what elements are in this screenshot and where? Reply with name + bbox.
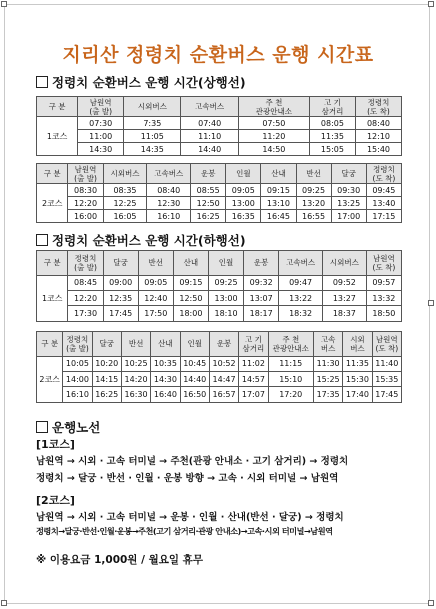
time-cell: 14:30 (151, 372, 180, 387)
section-heading-up (36, 73, 246, 91)
time-cell: 08:30 (68, 184, 103, 197)
time-cell: 13:27 (322, 291, 366, 306)
time-cell: 09:25 (296, 184, 331, 197)
header-cell-stop: 정령치 (출 발) (68, 251, 103, 276)
table-row (37, 387, 402, 403)
time-cell: 14:40 (180, 372, 209, 387)
time-cell: 07:30 (78, 117, 124, 130)
header-cell-stop: 시외버스 (103, 164, 147, 184)
time-cell: 13:20 (296, 197, 331, 210)
time-cell: 09:52 (322, 275, 366, 290)
header-cell-stop: 산내 (151, 332, 180, 357)
time-cell: 12:25 (103, 197, 147, 210)
time-cell: 10:45 (180, 356, 209, 371)
time-cell: 15:10 (268, 372, 313, 387)
table-row (37, 291, 402, 306)
time-cell: 13:00 (208, 291, 243, 306)
page-corner-bottom-right (428, 600, 434, 606)
time-cell: 14:35 (124, 143, 181, 156)
header-cell-stop: 달궁 (103, 251, 138, 276)
time-cell: 14:00 (63, 372, 92, 387)
course-label-cell: 1코스 (37, 275, 68, 321)
time-cell: 11:05 (124, 130, 181, 143)
time-cell: 11:15 (268, 356, 313, 371)
header-cell-stop: 반선 (138, 251, 173, 276)
time-cell: 07:50 (238, 117, 309, 130)
time-cell: 12:20 (68, 291, 103, 306)
table-header-row (37, 164, 402, 184)
checkbox-square-icon (36, 76, 48, 88)
time-cell: 13:22 (279, 291, 323, 306)
section-heading-up-text: 정령치 순환버스 운행 시간(상행선) (52, 75, 246, 90)
page-corner-top-right (428, 1, 434, 7)
time-cell: 11:10 (181, 130, 238, 143)
time-cell: 15:30 (343, 372, 372, 387)
time-cell: 17:45 (372, 387, 401, 403)
header-cell-stop: 운봉 (209, 332, 238, 357)
time-cell: 11:00 (78, 130, 124, 143)
header-cell-stop: 인월 (208, 251, 243, 276)
header-cell-category: 구 분 (37, 251, 68, 276)
time-cell: 09:47 (279, 275, 323, 290)
time-cell: 08:40 (355, 117, 401, 130)
time-cell: 13:00 (226, 197, 261, 210)
header-cell-stop: 운봉 (244, 251, 279, 276)
time-cell: 16:55 (296, 210, 331, 223)
table-row (37, 210, 402, 223)
time-cell: 12:30 (147, 197, 191, 210)
time-cell: 09:00 (103, 275, 138, 290)
page-corner-top-left (1, 1, 7, 7)
section-heading-down (36, 231, 246, 249)
route-course2-line2: 정령치→달궁·반선·인월·운봉→주천(고기 삼거리·관광 안내소)→고속·시외 터미널→남원역 (36, 526, 333, 536)
time-cell: 09:15 (261, 184, 296, 197)
time-cell: 09:30 (331, 184, 366, 197)
header-cell-stop: 시외 버스 (343, 332, 372, 357)
route-course1-line1: 남원역 → 시외 · 고속 터미널 → 주천(관광 안내소 · 고기 삼거리) → 정령치 (36, 456, 349, 467)
table-row (37, 275, 402, 290)
header-cell-stop: 운봉 (191, 164, 226, 184)
time-cell: 15:25 (313, 372, 342, 387)
time-cell: 15:40 (355, 143, 401, 156)
time-cell: 13:25 (331, 197, 366, 210)
time-cell: 14:30 (78, 143, 124, 156)
time-cell: 13:10 (261, 197, 296, 210)
header-cell-stop: 달궁 (92, 332, 121, 357)
table-header-row (37, 251, 402, 276)
time-cell: 16:30 (121, 387, 150, 403)
header-cell-stop: 고속 버스 (313, 332, 342, 357)
time-cell: 12:40 (138, 291, 173, 306)
header-cell-stop: 정령치 (도 착) (366, 164, 401, 184)
table-row (37, 143, 402, 156)
route-course2-line1: 남원역 → 시외 · 고속 터미널 → 운봉 · 인월 · 산내(반선 · 달궁) → 정령치 (36, 512, 344, 523)
time-cell: 7:35 (124, 117, 181, 130)
header-cell-stop: 남원역 (출 발) (68, 164, 103, 184)
time-cell: 16:05 (103, 210, 147, 223)
header-cell-stop: 주 천 관광안내소 (268, 332, 313, 357)
time-cell: 09:05 (226, 184, 261, 197)
table-row (37, 184, 402, 197)
time-cell: 14:57 (239, 372, 268, 387)
time-cell: 08:40 (147, 184, 191, 197)
time-cell: 18:32 (279, 306, 323, 322)
time-cell: 09:57 (366, 275, 401, 290)
time-cell: 12:50 (191, 197, 226, 210)
time-cell: 18:00 (173, 306, 208, 322)
header-cell-category: 구 분 (37, 332, 63, 357)
section-heading-routes (36, 418, 100, 436)
header-cell-stop: 반선 (121, 332, 150, 357)
header-cell-stop: 고속버스 (181, 97, 238, 117)
time-cell: 11:40 (372, 356, 401, 371)
time-cell: 11:20 (238, 130, 309, 143)
timetable-up-course1 (36, 96, 402, 156)
fee-notice: ※ 이용요금 1,000원 / 월요일 휴무 (36, 554, 203, 566)
time-cell: 18:37 (322, 306, 366, 322)
time-cell: 14:40 (181, 143, 238, 156)
table-header-row (37, 332, 402, 357)
time-cell: 18:10 (208, 306, 243, 322)
time-cell: 16:10 (147, 210, 191, 223)
table-row (37, 130, 402, 143)
route-course2-label: [2코스] (36, 494, 75, 507)
timetable-down-course1 (36, 250, 402, 322)
time-cell: 16:35 (226, 210, 261, 223)
time-cell: 10:52 (209, 356, 238, 371)
time-cell: 17:45 (103, 306, 138, 322)
time-cell: 16:40 (151, 387, 180, 403)
time-cell: 17:50 (138, 306, 173, 322)
time-cell: 09:32 (244, 275, 279, 290)
header-cell-stop: 인월 (180, 332, 209, 357)
header-cell-stop: 남원역 (출 발) (78, 97, 124, 117)
time-cell: 11:02 (239, 356, 268, 371)
table-row (37, 197, 402, 210)
table-row (37, 356, 402, 371)
course-label-cell: 2코스 (37, 356, 63, 402)
time-cell: 14:50 (238, 143, 309, 156)
header-cell-stop: 고속버스 (279, 251, 323, 276)
time-cell: 09:45 (366, 184, 401, 197)
section-heading-down-text: 정령치 순환버스 운행 시간(하행선) (52, 233, 246, 248)
table-header-row (37, 97, 402, 117)
time-cell: 17:07 (239, 387, 268, 403)
time-cell: 17:15 (366, 210, 401, 223)
time-cell: 17:00 (331, 210, 366, 223)
time-cell: 12:50 (173, 291, 208, 306)
header-cell-stop: 주 천 관광안내소 (238, 97, 309, 117)
time-cell: 10:35 (151, 356, 180, 371)
time-cell: 09:05 (138, 275, 173, 290)
course-label-cell: 2코스 (37, 184, 68, 223)
header-cell-stop: 정령치 (출 발) (63, 332, 92, 357)
time-cell: 08:45 (68, 275, 103, 290)
table-row (37, 306, 402, 322)
page-marker-right-mid (428, 300, 434, 306)
time-cell: 16:10 (63, 387, 92, 403)
time-cell: 09:25 (208, 275, 243, 290)
time-cell: 16:25 (191, 210, 226, 223)
time-cell: 15:05 (309, 143, 355, 156)
time-cell: 18:17 (244, 306, 279, 322)
time-cell: 17:35 (313, 387, 342, 403)
time-cell: 12:20 (68, 197, 103, 210)
time-cell: 13:40 (366, 197, 401, 210)
header-cell-stop: 달궁 (331, 164, 366, 184)
time-cell: 10:25 (121, 356, 150, 371)
time-cell: 13:32 (366, 291, 401, 306)
header-cell-stop: 고 기 삼거리 (239, 332, 268, 357)
header-cell-stop: 남원역 (도 착) (372, 332, 401, 357)
time-cell: 11:35 (309, 130, 355, 143)
time-cell: 12:10 (355, 130, 401, 143)
table-row (37, 372, 402, 387)
time-cell: 13:07 (244, 291, 279, 306)
route-course1-label: [1코스] (36, 438, 75, 451)
header-cell-stop: 시외버스 (124, 97, 181, 117)
time-cell: 09:15 (173, 275, 208, 290)
header-cell-category: 구 분 (37, 164, 68, 184)
table-row (37, 117, 402, 130)
page-title: 지리산 정령치 순환버스 운행 시간표 (62, 44, 374, 66)
time-cell: 17:20 (268, 387, 313, 403)
route-course1-line2: 정령치 → 달궁 · 반선 · 인월 · 운봉 방향 → 고속 · 시외 터미널 → 남원역 (36, 473, 339, 484)
checkbox-square-icon (36, 421, 48, 433)
course-label-cell: 1코스 (37, 117, 78, 156)
time-cell: 16:25 (92, 387, 121, 403)
time-cell: 10:20 (92, 356, 121, 371)
time-cell: 16:00 (68, 210, 103, 223)
header-cell-stop: 남원역 (도 착) (366, 251, 401, 276)
time-cell: 16:50 (180, 387, 209, 403)
time-cell: 17:40 (343, 387, 372, 403)
time-cell: 14:15 (92, 372, 121, 387)
header-cell-category: 구 분 (37, 97, 78, 117)
time-cell: 16:45 (261, 210, 296, 223)
timetable-down-course2 (36, 331, 402, 403)
header-cell-stop: 정령치 (도 착) (355, 97, 401, 117)
time-cell: 16:57 (209, 387, 238, 403)
header-cell-stop: 시외버스 (322, 251, 366, 276)
time-cell: 10:05 (63, 356, 92, 371)
time-cell: 15:35 (372, 372, 401, 387)
time-cell: 12:35 (103, 291, 138, 306)
header-cell-stop: 고속버스 (147, 164, 191, 184)
header-cell-stop: 인월 (226, 164, 261, 184)
header-cell-stop: 산내 (173, 251, 208, 276)
checkbox-square-icon (36, 234, 48, 246)
time-cell: 08:35 (103, 184, 147, 197)
header-cell-stop: 반선 (296, 164, 331, 184)
time-cell: 14:47 (209, 372, 238, 387)
header-cell-stop: 산내 (261, 164, 296, 184)
time-cell: 17:30 (68, 306, 103, 322)
time-cell: 14:20 (121, 372, 150, 387)
page-corner-bottom-left (1, 600, 7, 606)
time-cell: 11:30 (313, 356, 342, 371)
time-cell: 08:05 (309, 117, 355, 130)
time-cell: 07:40 (181, 117, 238, 130)
time-cell: 08:55 (191, 184, 226, 197)
header-cell-stop: 고 기 삼거리 (309, 97, 355, 117)
time-cell: 11:35 (343, 356, 372, 371)
time-cell: 18:50 (366, 306, 401, 322)
timetable-up-course2 (36, 163, 402, 223)
section-heading-routes-text: 운행노선 (52, 420, 101, 435)
